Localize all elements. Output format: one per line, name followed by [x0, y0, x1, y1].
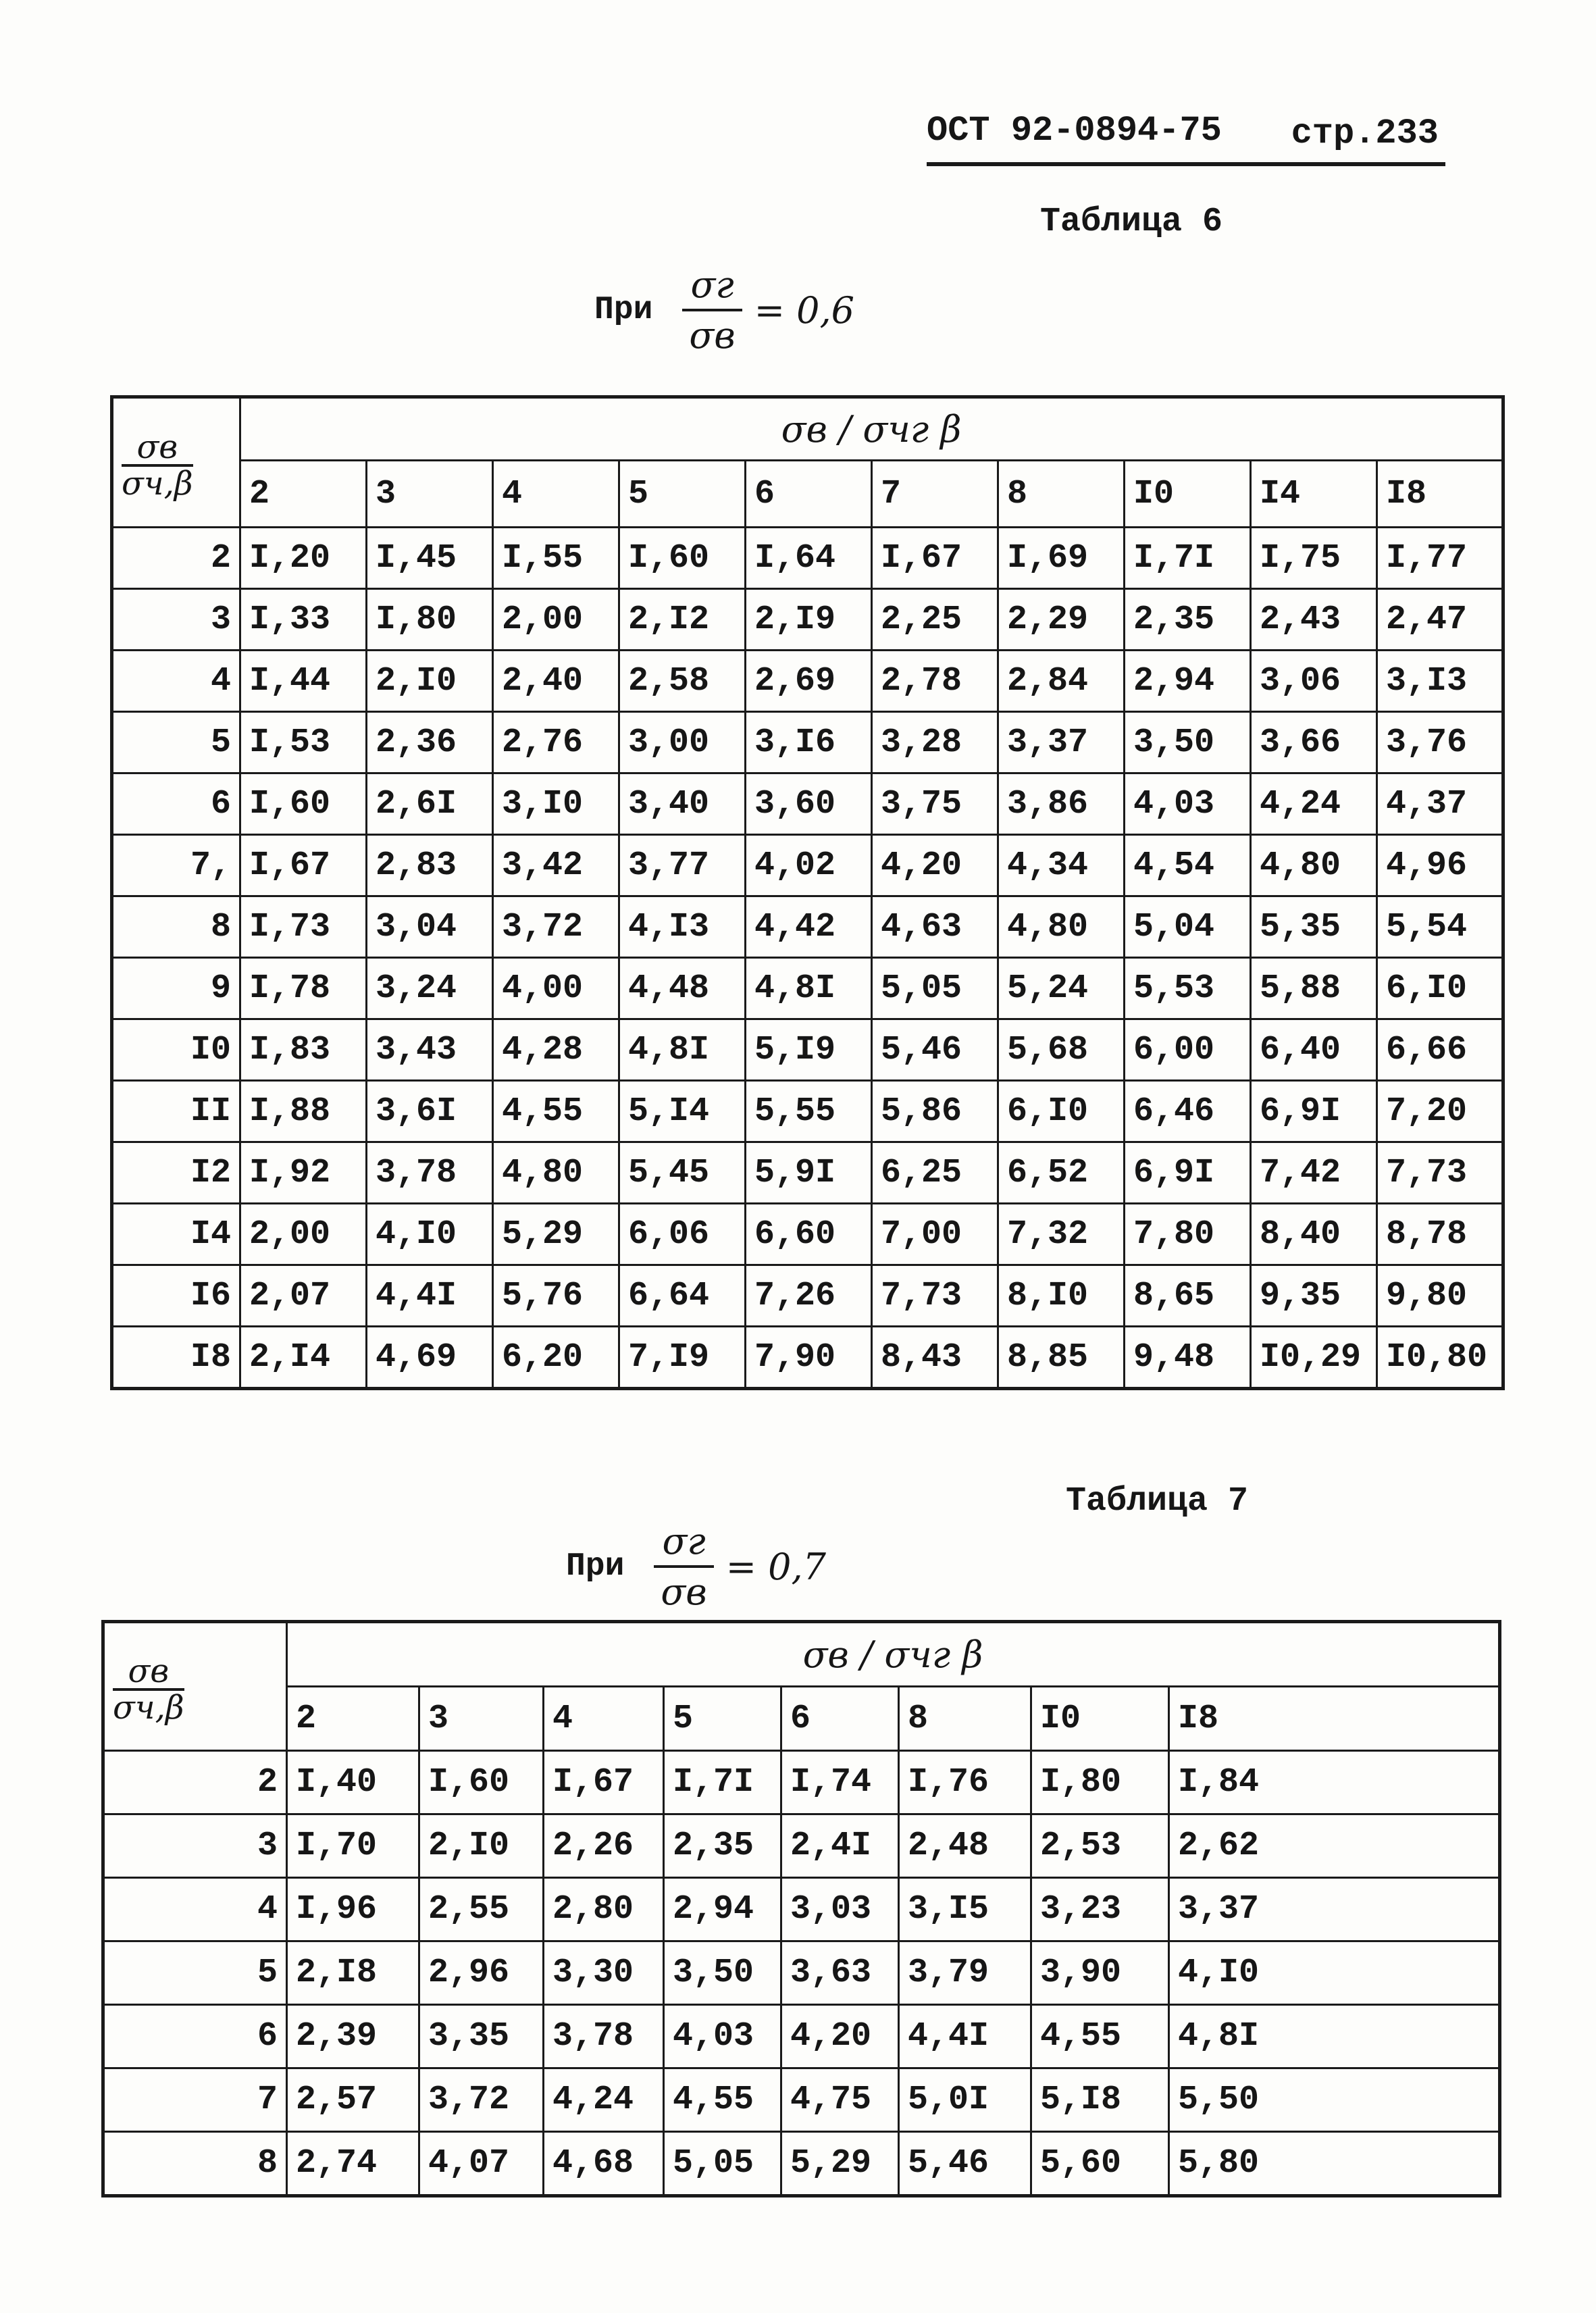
table7-corner-header	[103, 1622, 287, 1751]
table-cell: I,67	[872, 528, 998, 589]
row-label: 2	[103, 1751, 287, 1814]
table-cell: 4,03	[1125, 773, 1251, 835]
table-cell: I,96	[287, 1878, 419, 1941]
table-cell: 3,63	[781, 1941, 899, 2005]
table-row	[112, 712, 1503, 773]
table-cell: 5,9I	[746, 1142, 872, 1204]
table-cell: 7,42	[1251, 1142, 1377, 1204]
table-cell: 7,00	[872, 1204, 998, 1265]
table-cell: 5,86	[872, 1081, 998, 1142]
table-cell: I0,80	[1377, 1327, 1503, 1389]
table-cell: I,76	[899, 1751, 1031, 1814]
table-cell: I,7I	[664, 1751, 781, 1814]
table-cell: 3,28	[872, 712, 998, 773]
table-cell: 2,00	[493, 589, 619, 651]
table-cell: I,74	[781, 1751, 899, 1814]
table-cell: 2,I8	[287, 1941, 419, 2005]
column-header: 8	[899, 1687, 1031, 1751]
table-cell: I,80	[367, 589, 493, 651]
row-label: 3	[112, 589, 240, 651]
table-cell: I,67	[544, 1751, 664, 1814]
table-cell: 4,42	[746, 896, 872, 958]
table-cell: 7,I9	[619, 1327, 746, 1389]
table-cell: 5,I8	[1031, 2068, 1169, 2132]
table-row	[112, 1142, 1503, 1204]
table-cell: 6,52	[998, 1142, 1125, 1204]
table-cell: I,83	[240, 1019, 367, 1081]
table-cell: I,55	[493, 528, 619, 589]
condition-prefix: При	[594, 292, 653, 328]
row-label: 6	[112, 773, 240, 835]
table-cell: 4,63	[872, 896, 998, 958]
row-label: 8	[103, 2132, 287, 2196]
table-cell: 4,48	[619, 958, 746, 1019]
table-cell: 2,43	[1251, 589, 1377, 651]
row-label: 6	[103, 2005, 287, 2068]
column-header: 4	[544, 1687, 664, 1751]
table-cell: 4,55	[664, 2068, 781, 2132]
table-cell: 2,I4	[240, 1327, 367, 1389]
table-cell: I,80	[1031, 1751, 1169, 1814]
column-header: 3	[367, 461, 493, 528]
row-label: I8	[112, 1327, 240, 1389]
table-cell: 4,54	[1125, 835, 1251, 896]
table-cell: I,78	[240, 958, 367, 1019]
table-cell: 4,96	[1377, 835, 1503, 896]
table-cell: 2,94	[1125, 651, 1251, 712]
table-cell: 2,40	[493, 651, 619, 712]
table-cell: 2,48	[899, 1814, 1031, 1878]
table-cell: I,73	[240, 896, 367, 958]
table-row	[112, 1081, 1503, 1142]
table-cell: 7,80	[1125, 1204, 1251, 1265]
column-header: I0	[1031, 1687, 1169, 1751]
table-cell: 5,54	[1377, 896, 1503, 958]
table-cell: I,75	[1251, 528, 1377, 589]
table-cell: 4,03	[664, 2005, 781, 2068]
table-cell: 9,35	[1251, 1265, 1377, 1327]
column-header: 4	[493, 461, 619, 528]
table6-caption: Таблица 6	[1040, 203, 1223, 241]
condition-prefix: При	[566, 1548, 625, 1585]
table-cell: 6,I0	[998, 1081, 1125, 1142]
table-cell: 4,75	[781, 2068, 899, 2132]
table-cell: 3,03	[781, 1878, 899, 1941]
table-cell: 2,I2	[619, 589, 746, 651]
table-row	[103, 1941, 1500, 2005]
table-row	[112, 528, 1503, 589]
table-cell: 4,8I	[746, 958, 872, 1019]
table-cell: 3,78	[544, 2005, 664, 2068]
table-cell: I,64	[746, 528, 872, 589]
table-cell: 4,69	[367, 1327, 493, 1389]
column-header: 8	[998, 461, 1125, 528]
table-cell: 6,9I	[1125, 1142, 1251, 1204]
table-row	[112, 958, 1503, 1019]
table-cell: 2,78	[872, 651, 998, 712]
table-cell: 4,8I	[1169, 2005, 1500, 2068]
table-cell: 5,76	[493, 1265, 619, 1327]
table-cell: 6,60	[746, 1204, 872, 1265]
table-cell: 6,25	[872, 1142, 998, 1204]
column-header: I0	[1125, 461, 1251, 528]
table-cell: 3,30	[544, 1941, 664, 2005]
table-cell: 2,94	[664, 1878, 781, 1941]
table-cell: 3,I6	[746, 712, 872, 773]
row-label: 5	[112, 712, 240, 773]
table-cell: 2,83	[367, 835, 493, 896]
table-cell: I,7I	[1125, 528, 1251, 589]
table-cell: 5,29	[781, 2132, 899, 2196]
table6-condition	[594, 263, 854, 357]
table-cell: 4,I0	[367, 1204, 493, 1265]
table-cell: 3,90	[1031, 1941, 1169, 2005]
table-row	[112, 1327, 1503, 1389]
table-cell: 3,76	[1377, 712, 1503, 773]
table-cell: 4,24	[1251, 773, 1377, 835]
table-cell: 2,I0	[419, 1814, 544, 1878]
table-cell: 3,04	[367, 896, 493, 958]
table-cell: 2,I9	[746, 589, 872, 651]
row-label: I4	[112, 1204, 240, 1265]
table-cell: 2,62	[1169, 1814, 1500, 1878]
row-label: 4	[103, 1878, 287, 1941]
table-row	[103, 2005, 1500, 2068]
table-cell: 5,35	[1251, 896, 1377, 958]
table-cell: 4,20	[872, 835, 998, 896]
table-cell: I,40	[287, 1751, 419, 1814]
table-row	[103, 1751, 1500, 1814]
row-label: 4	[112, 651, 240, 712]
table-cell: 5,05	[872, 958, 998, 1019]
table-row	[112, 589, 1503, 651]
table-cell: 6,I0	[1377, 958, 1503, 1019]
column-header: I8	[1169, 1687, 1500, 1751]
table-cell: 2,96	[419, 1941, 544, 2005]
table-cell: 2,74	[287, 2132, 419, 2196]
table-row	[103, 2068, 1500, 2132]
row-label: 8	[112, 896, 240, 958]
table7-span-header: σв / σчг β	[287, 1622, 1500, 1687]
table-cell: 4,4I	[367, 1265, 493, 1327]
table-cell: 3,35	[419, 2005, 544, 2068]
corner-numerator: σв	[128, 1652, 170, 1690]
table-cell: 2,35	[664, 1814, 781, 1878]
table-cell: 7,26	[746, 1265, 872, 1327]
table-cell: 4,07	[419, 2132, 544, 2196]
table6	[110, 395, 1505, 1390]
fraction-denominator: σв	[654, 1565, 713, 1613]
table-cell: 3,06	[1251, 651, 1377, 712]
table-cell: 2,36	[367, 712, 493, 773]
table-cell: 2,55	[419, 1878, 544, 1941]
table-cell: I,60	[419, 1751, 544, 1814]
table-cell: 2,29	[998, 589, 1125, 651]
table-cell: I,60	[240, 773, 367, 835]
table-cell: 6,9I	[1251, 1081, 1377, 1142]
table-cell: 2,53	[1031, 1814, 1169, 1878]
table-cell: 5,68	[998, 1019, 1125, 1081]
table-cell: 3,6I	[367, 1081, 493, 1142]
table-cell: 2,25	[872, 589, 998, 651]
table-cell: 5,53	[1125, 958, 1251, 1019]
table-cell: 2,6I	[367, 773, 493, 835]
corner-numerator: σв	[136, 428, 178, 466]
table-cell: 5,60	[1031, 2132, 1169, 2196]
table-cell: 4,37	[1377, 773, 1503, 835]
table-cell: 2,76	[493, 712, 619, 773]
table-cell: 2,07	[240, 1265, 367, 1327]
row-label: I2	[112, 1142, 240, 1204]
table-cell: 8,78	[1377, 1204, 1503, 1265]
table-cell: 2,58	[619, 651, 746, 712]
table-row	[112, 896, 1503, 958]
condition-value: = 0,6	[754, 288, 855, 332]
table-cell: 4,34	[998, 835, 1125, 896]
table-cell: 4,55	[1031, 2005, 1169, 2068]
table-cell: I0,29	[1251, 1327, 1377, 1389]
table-cell: I,44	[240, 651, 367, 712]
table-cell: 3,66	[1251, 712, 1377, 773]
table-cell: 2,00	[240, 1204, 367, 1265]
table-cell: 4,55	[493, 1081, 619, 1142]
table-cell: 3,I0	[493, 773, 619, 835]
table7-caption: Таблица 7	[1066, 1482, 1249, 1521]
table-cell: 5,29	[493, 1204, 619, 1265]
table-cell: 5,46	[899, 2132, 1031, 2196]
table-cell: 3,I3	[1377, 651, 1503, 712]
table-cell: 3,50	[664, 1941, 781, 2005]
table-cell: 2,47	[1377, 589, 1503, 651]
column-header: 6	[781, 1687, 899, 1751]
table-cell: 5,88	[1251, 958, 1377, 1019]
table-cell: 5,80	[1169, 2132, 1500, 2196]
table-cell: 6,06	[619, 1204, 746, 1265]
table-cell: 3,86	[998, 773, 1125, 835]
table-cell: 3,00	[619, 712, 746, 773]
table-cell: 3,78	[367, 1142, 493, 1204]
table-cell: 3,37	[1169, 1878, 1500, 1941]
row-label: 7	[103, 2068, 287, 2132]
table-cell: 4,20	[781, 2005, 899, 2068]
table7-condition	[566, 1520, 826, 1613]
table6-span-header: σв / σчг β	[240, 397, 1503, 461]
stress-ratio-fraction	[654, 1520, 713, 1613]
table-cell: 2,I0	[367, 651, 493, 712]
fraction-denominator: σв	[682, 309, 742, 357]
stress-ratio-fraction	[682, 263, 742, 357]
row-label: I0	[112, 1019, 240, 1081]
table-cell: I,84	[1169, 1751, 1500, 1814]
table-cell: 3,60	[746, 773, 872, 835]
table-cell: 3,72	[493, 896, 619, 958]
table-row	[112, 1265, 1503, 1327]
table-cell: 4,4I	[899, 2005, 1031, 2068]
table-cell: 7,32	[998, 1204, 1125, 1265]
fraction-numerator: σг	[662, 1520, 706, 1562]
table-cell: 7,90	[746, 1327, 872, 1389]
table7	[101, 1620, 1501, 2197]
column-header: I4	[1251, 461, 1377, 528]
table-cell: I,53	[240, 712, 367, 773]
table-cell: 4,80	[1251, 835, 1377, 896]
table-row	[103, 2132, 1500, 2196]
table-row	[112, 773, 1503, 835]
page-number: стр.233	[1291, 113, 1439, 153]
table-cell: 5,45	[619, 1142, 746, 1204]
table-cell: 9,80	[1377, 1265, 1503, 1327]
document-header	[927, 101, 1445, 166]
table-cell: 2,26	[544, 1814, 664, 1878]
table-cell: 2,35	[1125, 589, 1251, 651]
table-cell: I,33	[240, 589, 367, 651]
table-cell: 5,46	[872, 1019, 998, 1081]
table-cell: 3,43	[367, 1019, 493, 1081]
column-header: 2	[287, 1687, 419, 1751]
table-cell: 8,40	[1251, 1204, 1377, 1265]
table-cell: 2,80	[544, 1878, 664, 1941]
table-cell: 5,24	[998, 958, 1125, 1019]
table-cell: 5,0I	[899, 2068, 1031, 2132]
row-label: II	[112, 1081, 240, 1142]
row-label: 9	[112, 958, 240, 1019]
table-cell: 7,20	[1377, 1081, 1503, 1142]
table-row	[103, 1814, 1500, 1878]
table-cell: 4,80	[493, 1142, 619, 1204]
column-header: 5	[664, 1687, 781, 1751]
table-cell: 4,24	[544, 2068, 664, 2132]
column-header: 6	[746, 461, 872, 528]
condition-value: = 0,7	[725, 1545, 827, 1588]
column-header: 3	[419, 1687, 544, 1751]
table-cell: 8,65	[1125, 1265, 1251, 1327]
table-cell: 4,68	[544, 2132, 664, 2196]
table-row	[112, 651, 1503, 712]
table-cell: 5,I9	[746, 1019, 872, 1081]
table-cell: 3,50	[1125, 712, 1251, 773]
row-label: 7,	[112, 835, 240, 896]
table-cell: I,20	[240, 528, 367, 589]
table-cell: 3,40	[619, 773, 746, 835]
table-cell: 5,04	[1125, 896, 1251, 958]
table-cell: I,45	[367, 528, 493, 589]
table-cell: 4,28	[493, 1019, 619, 1081]
table-cell: 4,I3	[619, 896, 746, 958]
table-cell: 6,66	[1377, 1019, 1503, 1081]
corner-denominator: σч,β	[122, 465, 193, 503]
table-cell: I,69	[998, 528, 1125, 589]
column-header: 5	[619, 461, 746, 528]
table-cell: 5,05	[664, 2132, 781, 2196]
table-cell: 2,4I	[781, 1814, 899, 1878]
table-cell: 5,55	[746, 1081, 872, 1142]
table-cell: 4,80	[998, 896, 1125, 958]
table-cell: 3,72	[419, 2068, 544, 2132]
table-cell: I,88	[240, 1081, 367, 1142]
standard-code: ОСТ 92-0894-75	[927, 111, 1222, 151]
table-cell: 4,8I	[619, 1019, 746, 1081]
table-cell: 6,00	[1125, 1019, 1251, 1081]
table-cell: 5,50	[1169, 2068, 1500, 2132]
table-cell: 3,79	[899, 1941, 1031, 2005]
column-header: I8	[1377, 461, 1503, 528]
table-cell: 3,23	[1031, 1878, 1169, 1941]
table-cell: 3,75	[872, 773, 998, 835]
table-cell: 2,69	[746, 651, 872, 712]
table-cell: I,67	[240, 835, 367, 896]
fraction-numerator: σг	[690, 263, 734, 306]
row-label: 3	[103, 1814, 287, 1878]
table-cell: 5,I4	[619, 1081, 746, 1142]
row-label: 5	[103, 1941, 287, 2005]
table-cell: 6,40	[1251, 1019, 1377, 1081]
column-header: 7	[872, 461, 998, 528]
corner-denominator: σч,β	[113, 1689, 184, 1727]
table-cell: I,70	[287, 1814, 419, 1878]
table-cell: 4,00	[493, 958, 619, 1019]
row-label: I6	[112, 1265, 240, 1327]
table-row	[103, 1878, 1500, 1941]
table-cell: 4,02	[746, 835, 872, 896]
table-cell: I,92	[240, 1142, 367, 1204]
table-cell: 6,20	[493, 1327, 619, 1389]
table-cell: 3,42	[493, 835, 619, 896]
table-cell: 8,I0	[998, 1265, 1125, 1327]
table-cell: 2,84	[998, 651, 1125, 712]
table-cell: 9,48	[1125, 1327, 1251, 1389]
table-cell: 7,73	[1377, 1142, 1503, 1204]
table-cell: I,60	[619, 528, 746, 589]
table6-corner-header	[112, 397, 240, 528]
table-row	[112, 835, 1503, 896]
row-label: 2	[112, 528, 240, 589]
table-row	[112, 1204, 1503, 1265]
table-cell: 8,85	[998, 1327, 1125, 1389]
table-cell: 4,I0	[1169, 1941, 1500, 2005]
table-cell: 3,37	[998, 712, 1125, 773]
table-cell: 2,57	[287, 2068, 419, 2132]
table-cell: 2,39	[287, 2005, 419, 2068]
table-cell: 6,64	[619, 1265, 746, 1327]
table-cell: 8,43	[872, 1327, 998, 1389]
table-row	[112, 1019, 1503, 1081]
table-cell: 7,73	[872, 1265, 998, 1327]
table-cell: 3,24	[367, 958, 493, 1019]
table-cell: I,77	[1377, 528, 1503, 589]
table-cell: 3,77	[619, 835, 746, 896]
column-header: 2	[240, 461, 367, 528]
table-cell: 3,I5	[899, 1878, 1031, 1941]
table-cell: 6,46	[1125, 1081, 1251, 1142]
